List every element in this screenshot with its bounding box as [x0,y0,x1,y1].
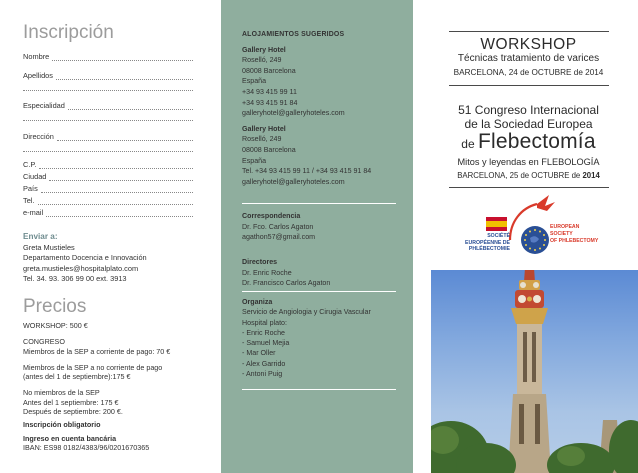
send-to-phone: Tel. 34. 93. 306 99 00 ext. 3913 [23,274,127,283]
field-label: País [23,184,38,193]
hotel-line: +34 93 415 91 84 [242,98,298,107]
form-line [23,151,193,152]
congress-line-2: de la Sociedad Europea [464,117,593,131]
bank-transfer-heading: Ingreso en cuenta bancária [23,433,117,443]
spire-tower [508,270,551,473]
form-line [52,54,193,61]
field-label: Nombre [23,52,50,61]
correspondence-block [242,211,412,243]
hotel-line: +34 93 415 99 11 [242,87,297,96]
director-name: Dr. Francisco Carlos Agaton [242,279,331,288]
director-name: Dr. Enric Roche [242,268,292,277]
european-line: SOCIETY [550,231,573,237]
price-sep-no-corriente: Miembros de la SEP a no corriente de pago [23,362,163,372]
price-no-miembros-after: Después de septiembre: 200 €. [23,407,123,417]
directors-block [242,257,412,289]
form-row-email [23,208,193,217]
price-sep-no-corriente-date: (antes del 1 de septiembre):175 € [23,372,131,382]
form-line [46,210,193,217]
hotel-line: 08008 Barcelona [242,66,296,75]
prices-block [23,321,208,452]
hotels-block [242,30,412,187]
form-line [38,198,194,205]
form-row-cp [23,160,193,169]
organizer-member: - Mar Oller [242,349,276,358]
field-label: Ciudad [23,172,47,181]
congress-date [419,171,638,180]
precios-heading: Precios [23,296,87,317]
correspondence-line: Dr. Fco. Carlos Agaton [242,222,314,231]
societe-line: PHLÉBECTOMIE [468,246,510,253]
price-no-miembros: No miembros de la SEP [23,388,100,398]
divider [242,291,396,292]
field-label: C.P. [23,160,37,169]
cover-photo [431,270,638,473]
form-line [41,186,193,193]
hotel-line: España [242,156,267,165]
form-line [57,134,193,141]
divider [242,203,396,204]
divider [449,85,609,86]
field-label: Especialidad [23,101,65,110]
congress-line-1: 51 Congreso Internacional [458,103,599,117]
correspondence-heading: Correspondencia [242,212,301,220]
form-row-especialidad [23,101,193,110]
form-line [39,162,193,169]
organizer-line: Hospital plato: [242,318,287,327]
divider [242,389,396,390]
form-line [56,73,193,80]
price-workshop: WORKSHOP: 500 € [23,321,88,330]
organizer-member: - Enric Roche [242,328,285,337]
iban: IBAN: ES98 0182/4383/96/0201670365 [23,442,150,452]
european-line: EUROPEAN [550,224,580,230]
congress-date-year: 2014 [582,171,600,180]
inscripcion-heading: Inscripción [23,22,114,43]
send-to-block [23,232,147,285]
organizer-heading: Organiza [242,298,273,306]
societe-line: SOCIÉTÉ [487,233,510,239]
congress-line-3 [419,130,638,154]
form-row-nombre [23,52,193,61]
hotel-line: Tel. +34 93 415 99 11 / +34 93 415 91 84 [242,167,372,176]
form-line [23,90,193,91]
price-sep-corriente: Miembros de la SEP a corriente de pago: 70 € [23,346,171,356]
field-label: Dirección [23,132,54,141]
hotel-line: España [242,77,267,86]
spire-photo [431,270,638,473]
hotel-line: 08008 Barcelona [242,145,296,154]
organizer-line: Servicio de Angiologia y Cirugia Vascular [242,308,371,317]
inscripcion-obligatoria: Inscripción obligatorio [23,420,101,430]
hotel-name: Gallery Hotel [242,124,286,133]
hotels-heading: ALOJAMIENTOS SUGERIDOS [242,31,345,38]
form-row-direccion [23,132,193,141]
congress-flebectomia: Flebectomía [477,130,596,153]
field-label: Tel. [23,196,35,205]
send-to-line: Greta Mustieles [23,242,75,252]
organizer-block [242,297,412,379]
divider [449,187,609,188]
societe-line: EUROPÉENNE DE [465,239,510,246]
form-line [23,120,193,121]
directors-heading: Directores [242,258,278,266]
form-row-pais [23,184,193,193]
congress-date-text: BARCELONA, 25 de OCTUBRE de [457,171,581,180]
organizer-member: - Antoni Puig [242,370,283,379]
form-row-apellidos [23,71,193,80]
spain-flag-icon [486,217,507,231]
send-to-heading: Enviar a: [23,232,58,241]
hotel-email: galleryhotel@galleryhoteles.com [242,109,345,118]
send-to-line: Departamento Docencia e Innovación [23,253,147,262]
hotel-line: Roselló, 249 [242,56,282,65]
hotel-name: Gallery Hotel [242,45,286,54]
organizer-member: - Alex Garrido [242,359,286,368]
correspondence-email: agathon57@gmail.com [242,233,316,242]
send-to-email: greta.mustieles@hospitalplato.com [23,263,139,273]
divider [449,31,609,32]
workshop-title: WORKSHOP [480,36,577,53]
form-row-ciudad [23,172,193,181]
price-no-miembros-before: Antes del 1 septiembre: 175 € [23,397,119,407]
congress-subtitle: Mitos y leyendas en FLEBOLOGÍA [457,157,600,167]
workshop-date: BARCELONA, 24 de OCTUBRE de 2014 [453,68,604,77]
form-row-tel [23,196,193,205]
field-label: Apellidos [23,71,53,80]
european-society-text [550,224,610,245]
hotel-email: galleryhotel@galleryhoteles.com [242,177,345,186]
price-congreso-heading: CONGRESO [23,337,65,347]
hotel-line: Roselló, 249 [242,135,282,144]
form-line [68,103,193,110]
red-bird-icon [537,195,555,211]
workshop-subtitle: Técnicas tratamiento de varices [457,53,600,64]
societe-text [458,233,510,253]
field-label: e-mail [23,208,44,217]
congress-de: de [461,137,475,151]
form-line [49,174,193,181]
european-line: OF PHLEBECTOMY [550,238,599,244]
organizer-member: - Samuel Mejia [242,339,290,348]
